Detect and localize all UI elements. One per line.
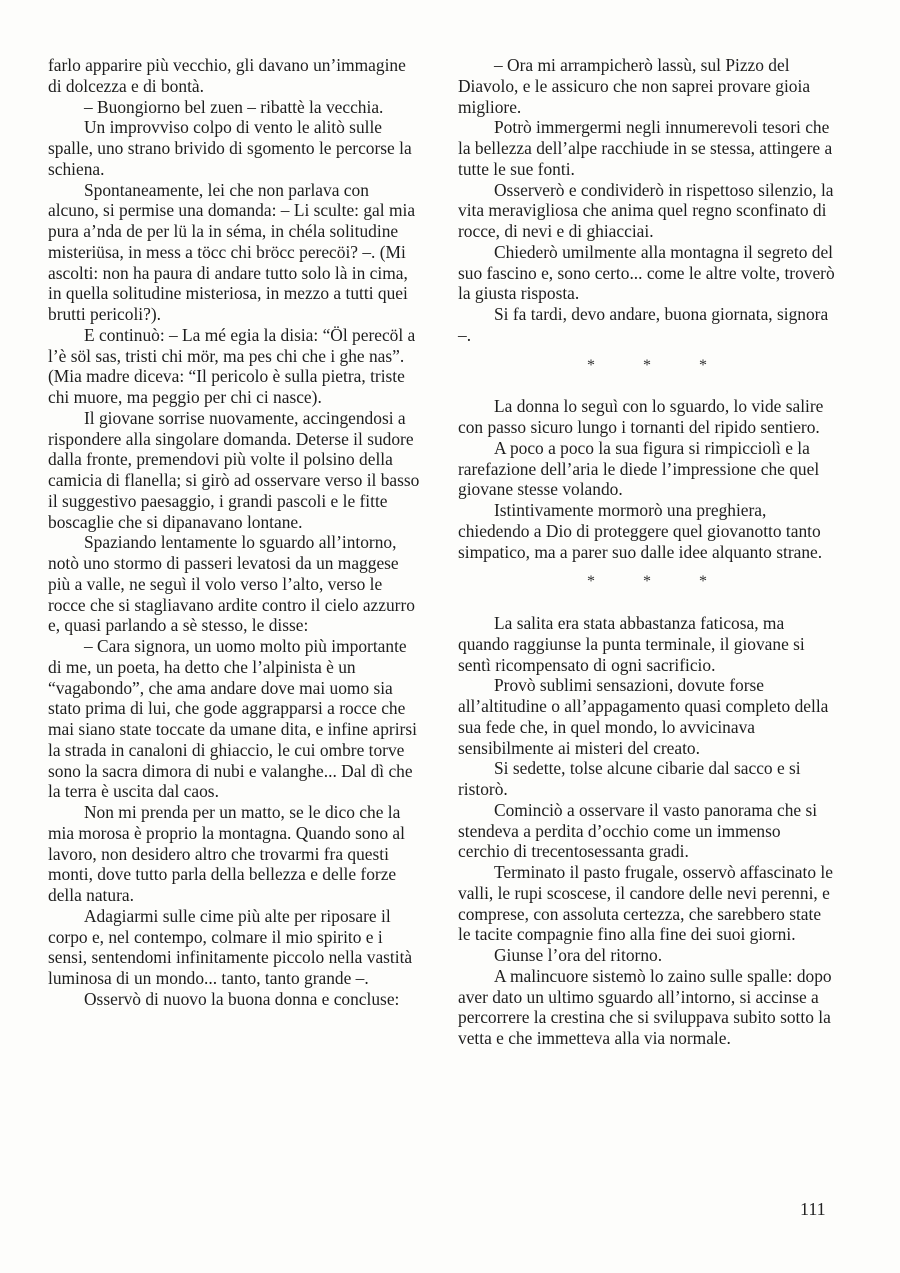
paragraph: Potrò immergermi negli innumerevoli tesori che la bellezza dell’alpe racchiude in se stessa, attingere a tutte le sue fonti. (458, 117, 833, 179)
paragraph: Il giovane sorrise nuovamente, accingendosi a rispondere alla singolare domanda. Deterse il sudore dalla fronte, premendovi più volte il polsino della camicia di flanella; si girò ad osservare verso il basso il suggestivo paesaggio, i grandi pascoli e le fitte boscaglie che si dipanavano lontane. (48, 407, 420, 532)
paragraph: Istintivamente mormorò una preghiera, chiedendo a Dio di proteggere quel giovanotto tanto simpatico, ma a parer suo dalle idee alquanto strane. (458, 500, 823, 562)
left-text-column (48, 55, 420, 1010)
paragraph: Non mi prenda per un matto, se le dico che la mia morosa è proprio la montagna. Quando sono al lavoro, non desidero altro che trovarmi fra questi monti, dove tutto parla della bellezza e delle forze della natura. (48, 802, 405, 905)
paragraph: Cominciò a osservare il vasto panorama che si stendeva a perdita d’occhio come un immenso cerchio di trecentosessanta gradi. (458, 799, 818, 862)
paragraph: Terminato il pasto frugale, osservò affascinato le valli, le rupi scoscese, il candore delle nevi perenni, e comprese, con assoluta certezza, che sarebbero state le tacite compagnie fino alla fine dei suoi giorni. (458, 862, 833, 945)
paragraph: Chiederò umilmente alla montagna il segreto del suo fascino e, sono certo... come le altre volte, troverò la giusta risposta. (458, 241, 835, 304)
paragraph: A poco a poco la sua figura si rimpicciolì e la rarefazione dell’aria le diede l’impressione che quel giovane stesse volando. (458, 437, 820, 500)
paragraph: – Cara signora, un uomo molto più importante di me, un poeta, ha detto che l’alpinista è un “vagabondo”, che ama andare dove mai uomo sia stato prima di lui, che gode aggrapparsi a rocce che mai siano state toccate da umane dita, e infine aprirsi la strada in canaloni di ghiaccio, le cui ombre torve sono la sacra dimora di nubi e valanghe... Dal dì che la terra è uscita dal caos. (48, 636, 417, 802)
paragraph: Si fa tardi, devo andare, buona giornata, signora –. (458, 304, 829, 345)
paragraph: Osserverò e condividerò in rispettoso silenzio, la vita meravigliosa che anima quel regno sconfinato di rocce, di nevi e di ghiacciai. (458, 179, 834, 241)
paragraph: Spontaneamente, lei che non parlava con alcuno, si permise una domanda: – Li sculte: gal mia pura a’nda de per lü la in séma, in chéla solitudine misteriüsa, in mess a töcc chi bröcc perecöi? –. (Mi ascolti: non ha paura di andare tutto solo là in cima, in quella solitudine misteriosa, in mezzo a tutti quei brutti pericoli?). (48, 179, 416, 324)
paragraph: Si sedette, tolse alcune cibarie dal sacco e si ristorò. (458, 758, 801, 799)
section-separator: * * * (587, 573, 729, 591)
paragraph: – Buongiorno bel zuen – ribattè la vecchia. (84, 96, 384, 117)
paragraph: A malincuore sistemò lo zaino sulle spalle: dopo aver dato un ultimo sguardo all’intorno, si accinse a percorrere la crestina che si sviluppava subito sotto la vetta e che immetteva alla via normale. (458, 965, 832, 1048)
paragraph: Osservò di nuovo la buona donna e concluse: (84, 988, 400, 1009)
paragraph: Adagiarmi sulle cime più alte per riposare il corpo e, nel contempo, colmare il mio spirito e i sensi, sentendomi infinitamente piccolo nella vastità luminosa di un mondo... tanto, tanto grande –. (48, 905, 413, 988)
paragraph: Un improvviso colpo di vento le alitò sulle spalle, uno strano brivido di sgomento le percorse la schiena. (48, 117, 412, 179)
paragraph: Spaziando lentamente lo sguardo all’intorno, notò uno stormo di passeri levatosi da un maggese più a valle, ne seguì il volo verso l’alto, verso le rocce che si stagliavano ardite contro il cielo azzurro e, quasi parlando a sè stesso, le disse: (48, 532, 415, 636)
paragraph: La donna lo seguì con lo sguardo, lo vide salire con passo sicuro lungo i tornanti del ripido sentiero. (458, 396, 824, 437)
paragraph: – Ora mi arrampicherò lassù, sul Pizzo del Diavolo, e le assicuro che non saprei provare gioia migliore. (458, 55, 811, 117)
paragraph: farlo apparire più vecchio, gli davano un’immagine di dolcezza e di bontà. (48, 55, 406, 96)
section-separator: * * * (587, 356, 729, 374)
paragraph: La salita era stata abbastanza faticosa, ma quando raggiunse la punta terminale, il giovane si sentì ricompensato di ogni sacrificio. (458, 613, 805, 675)
paragraph: E continuò: – La mé egia la disia: “Öl perecöl a l’è söl sas, tristi chi mör, ma pes chi che i ghe nas”. (Mia madre diceva: “Il pericolo è sulla pietra, triste chi muore, ma peggio per chi ci nasce). (48, 324, 416, 407)
right-text-column (458, 55, 836, 1049)
paragraph: Giunse l’ora del ritorno. (494, 945, 663, 965)
page-number: 111 (800, 1199, 826, 1219)
paragraph: Provò sublimi sensazioni, dovute forse all’altitudine o all’appagamento quasi completo della sua fede che, in quel mondo, lo avvicinava sensibilmente ai misteri del creato. (458, 675, 829, 758)
